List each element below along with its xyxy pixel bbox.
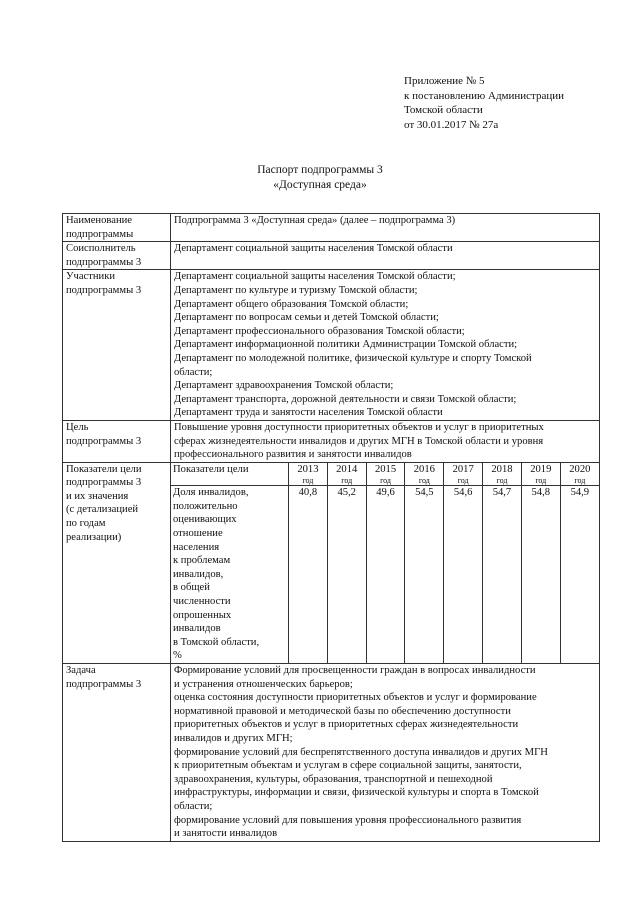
indicator-name-line: численности bbox=[173, 596, 231, 608]
content-line: нормативной правовой и методической базы по обеспечению доступности bbox=[174, 705, 511, 717]
appendix-line: Томской области bbox=[404, 104, 483, 116]
indicator-name-line: отношение bbox=[173, 528, 223, 540]
label-line: подпрограммы 3 bbox=[66, 256, 142, 268]
year-header bbox=[327, 463, 366, 486]
indicator-name-line: инвалидов bbox=[173, 623, 221, 635]
content-line: инфраструктуры, информации и связи, физической культуры и спорта в Томской bbox=[174, 787, 539, 799]
indicator-value: 45,2 bbox=[327, 486, 366, 663]
year: 2019 bbox=[530, 463, 552, 475]
row-label bbox=[63, 214, 171, 242]
indicators-value-row bbox=[171, 486, 599, 663]
title-line: «Доступная среда» bbox=[273, 178, 367, 191]
row-content bbox=[171, 214, 600, 242]
content-line: к приоритетным объектам и услугам в сфере социальной защиты, занятости, bbox=[174, 760, 522, 772]
row-label bbox=[63, 242, 171, 270]
content-line: Департамент общего образования Томской области; bbox=[174, 298, 409, 310]
appendix-line: Приложение № 5 bbox=[404, 75, 485, 87]
appendix-header bbox=[404, 74, 564, 132]
year-suffix: год bbox=[496, 476, 508, 486]
content-line: Департамент транспорта, дорожной деятельности и связи Томской области; bbox=[174, 393, 517, 405]
passport-table bbox=[62, 213, 600, 842]
content-line: Департамент по вопросам семьи и детей Томской области; bbox=[174, 312, 439, 324]
label-line: подпрограммы 3 bbox=[66, 435, 142, 447]
year-suffix: год bbox=[535, 476, 547, 486]
indicator-value: 49,6 bbox=[366, 486, 405, 663]
row-content bbox=[171, 270, 600, 421]
row-content bbox=[171, 664, 600, 842]
indicator-name-line: в Томской области, bbox=[173, 636, 260, 648]
year-header bbox=[521, 463, 560, 486]
indicator-name bbox=[171, 486, 289, 663]
indicators-table bbox=[171, 463, 599, 663]
label-line: Наименование bbox=[66, 215, 132, 226]
content-line: Департамент здравоохранения Томской области; bbox=[174, 380, 394, 392]
content-line: здравоохранения, культуры, образования, транспортной и пешеходной bbox=[174, 773, 493, 785]
indicator-name-line: оценивающих bbox=[173, 514, 237, 526]
content-line: Департамент социальной защиты населения Томской области; bbox=[174, 271, 456, 283]
label-line: (с детализацией bbox=[66, 504, 139, 516]
label-line: подпрограммы 3 bbox=[66, 477, 142, 489]
year-header bbox=[560, 463, 599, 486]
content-line: оценка состояния доступности приоритетных объектов и услуг и формирование bbox=[174, 692, 537, 704]
indicator-value: 54,8 bbox=[521, 486, 560, 663]
year: 2015 bbox=[374, 463, 397, 475]
content-line: формирование условий для повышения уровня профессионального развития bbox=[174, 814, 522, 826]
row-label bbox=[63, 270, 171, 421]
content-line: инвалидов и других МГН; bbox=[174, 732, 293, 744]
year-suffix: год bbox=[418, 476, 430, 486]
label-line: Задача bbox=[66, 665, 96, 676]
content-line: Формирование условий для просвещенности граждан в вопросах инвалидности bbox=[174, 665, 536, 676]
content-line: и занятости инвалидов bbox=[174, 828, 278, 840]
table-row bbox=[63, 420, 600, 462]
year: 2013 bbox=[297, 463, 319, 475]
appendix-line: от 30.01.2017 № 27а bbox=[404, 118, 499, 131]
indicator-name-line: опрошенных bbox=[173, 609, 232, 621]
table-row bbox=[63, 242, 600, 270]
indicator-name-line: населения bbox=[173, 541, 220, 553]
label-line: и их значения bbox=[66, 490, 129, 502]
year: 2014 bbox=[336, 463, 358, 475]
year-suffix: год bbox=[574, 476, 586, 486]
content-line: формирование условий для беспрепятственного доступа инвалидов и других МГН bbox=[174, 746, 548, 758]
year-header bbox=[405, 463, 444, 486]
title-line: Паспорт подпрограммы 3 bbox=[257, 164, 383, 176]
content-line: и устранения отношенческих барьеров; bbox=[174, 678, 353, 690]
content-line: Департамент труда и занятости населения Томской области bbox=[174, 407, 443, 419]
label-line: реализации) bbox=[66, 531, 122, 543]
content-line: Департамент по молодежной политике, физической культуре и спорту Томской bbox=[174, 352, 532, 364]
year-suffix: год bbox=[457, 476, 469, 486]
indicator-name-line: Доля инвалидов, bbox=[173, 487, 249, 499]
year: 2016 bbox=[413, 463, 435, 475]
indicator-value: 54,9 bbox=[560, 486, 599, 663]
indicator-value: 40,8 bbox=[289, 486, 328, 663]
indicator-name-line: % bbox=[173, 650, 182, 662]
label-line: подпрограммы bbox=[66, 228, 134, 240]
year: 2020 bbox=[569, 463, 591, 475]
content-line: Департамент по культуре и туризму Томской области; bbox=[174, 284, 418, 296]
year-header bbox=[444, 463, 483, 486]
label-line: Цель bbox=[66, 421, 89, 433]
indicator-value: 54,5 bbox=[405, 486, 444, 663]
year-suffix: год bbox=[302, 476, 314, 486]
appendix-line: к постановлению Администрации bbox=[404, 89, 565, 102]
indicator-name-line: в общей bbox=[173, 582, 210, 594]
content-line: Департамент профессионального образования Томской области; bbox=[174, 325, 465, 337]
year-header bbox=[483, 463, 522, 486]
row-content bbox=[171, 420, 600, 462]
content-line: Департамент социальной защиты населения Томской области bbox=[174, 243, 453, 255]
indicator-value: 54,7 bbox=[483, 486, 522, 663]
content-line: области; bbox=[174, 366, 213, 378]
content-line: Департамент информационной политики Администрации Томской области; bbox=[174, 339, 518, 351]
indicators-header: Показатели цели bbox=[171, 463, 289, 486]
label-line: по годам bbox=[66, 518, 106, 530]
year-header bbox=[289, 463, 328, 486]
indicator-name-line: положительно bbox=[173, 500, 238, 512]
year-header bbox=[366, 463, 405, 486]
year: 2017 bbox=[452, 463, 474, 475]
row-label bbox=[63, 420, 171, 462]
content-line: приоритетных объектов и услуг в приоритетных сферах жизнедеятельности bbox=[174, 719, 519, 731]
label-line: подпрограммы 3 bbox=[66, 678, 142, 690]
label-line: Показатели цели bbox=[66, 463, 142, 475]
content-line: профессионального развития и занятости инвалидов bbox=[174, 449, 412, 461]
indicator-name-line: инвалидов, bbox=[173, 568, 224, 580]
label-line: Участники bbox=[66, 271, 116, 283]
content-line: Повышение уровня доступности приоритетных объектов и услуг в приоритетных bbox=[174, 421, 544, 433]
table-row bbox=[63, 664, 600, 842]
content-line: Подпрограмма 3 «Доступная среда» (далее – подпрограмма 3) bbox=[174, 215, 456, 226]
row-content bbox=[171, 242, 600, 270]
document-title bbox=[0, 163, 640, 192]
indicator-value: 54,6 bbox=[444, 486, 483, 663]
row-label bbox=[63, 462, 171, 663]
content-line: области; bbox=[174, 800, 213, 812]
table-row bbox=[63, 462, 600, 663]
content-line: сферах жизнедеятельности инвалидов и других МГН в Томской области и уровня bbox=[174, 435, 544, 447]
indicator-name-line: к проблемам bbox=[173, 555, 231, 567]
year-suffix: год bbox=[341, 476, 353, 486]
label-line: Соисполнитель bbox=[66, 243, 136, 255]
indicators-cell bbox=[171, 462, 600, 663]
year-suffix: год bbox=[380, 476, 391, 486]
year: 2018 bbox=[491, 463, 513, 475]
row-label bbox=[63, 664, 171, 842]
table-row bbox=[63, 214, 600, 242]
indicators-header-row bbox=[171, 463, 599, 486]
label-line: подпрограммы 3 bbox=[66, 284, 142, 296]
table-row bbox=[63, 270, 600, 421]
